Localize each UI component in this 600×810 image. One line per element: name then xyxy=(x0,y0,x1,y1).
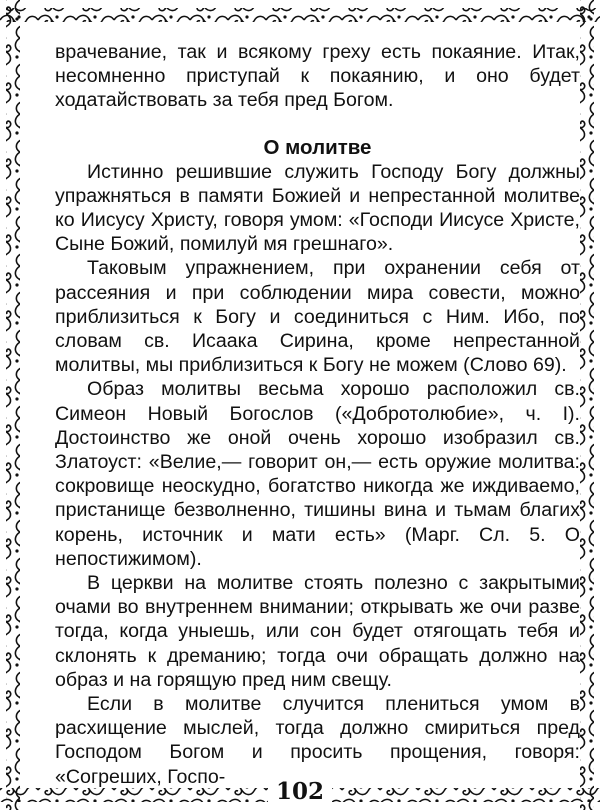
page-body xyxy=(55,40,580,789)
paragraph-3: Образ молитвы весьма хорошо расположил св. Симеон Новый Богослов («Добротолюбие», ч. I). Достоинство же оной очень хорошо изобразил св. Златоуст: «Велие,— говорит он,— есть оружие молитва: сокровище неоскудно, богатство никогда же иждиваемо, пристанище безволненно, тишины вина и тьмам благих корень, источник и мати есть» (Марг. Сл. 5. О непостижимом). xyxy=(55,378,580,570)
paragraph-5: Если в молитве случится плениться умом в расхищение мыслей, тогда должно смириться пред Господом Богом и просить прощения, говоря: «Согреших, Госпо- xyxy=(55,693,580,788)
border-top xyxy=(0,8,600,22)
page-number-value: 102 xyxy=(268,778,332,805)
section-title: О молитве xyxy=(263,135,372,159)
opening-paragraph: врачевание, так и всякому греху есть покаяние. Итак, несомненно приступай к покаянию, и оно будет ходатайствовать за тебя пред Богом. xyxy=(55,41,580,112)
border-left xyxy=(6,0,20,810)
paragraph-2: Таковым упражнением, при охранении себя от рассеяния и при соблюдении мира совести, можно приблизиться к Богу и соединиться с Ним. Ибо, по словам св. Исаака Сирина, кроме непрестанной молитвы, мы приблизиться к Богу не можем (Слово 69). xyxy=(55,257,580,377)
border-bottom xyxy=(0,788,600,802)
border-right xyxy=(580,0,594,810)
paragraph-1: Истинно решившие служить Господу Богу должны упражняться в памяти Божией и непрестанной молитве ко Иисусу Христу, говоря умом: «Господи Иисусе Христе, Сыне Божий, помилуй мя грешнаго». xyxy=(55,160,580,256)
paragraph-4: В церкви на молитве стоять полезно с закрытыми очами во внутреннем внимании; открывать же очи разве тогда, когда уныешь, или сон будет отягощать тебя и склонять к дреманию; тогда очи обращать должно на образ и на горящую пред ним свещу. xyxy=(55,572,580,691)
